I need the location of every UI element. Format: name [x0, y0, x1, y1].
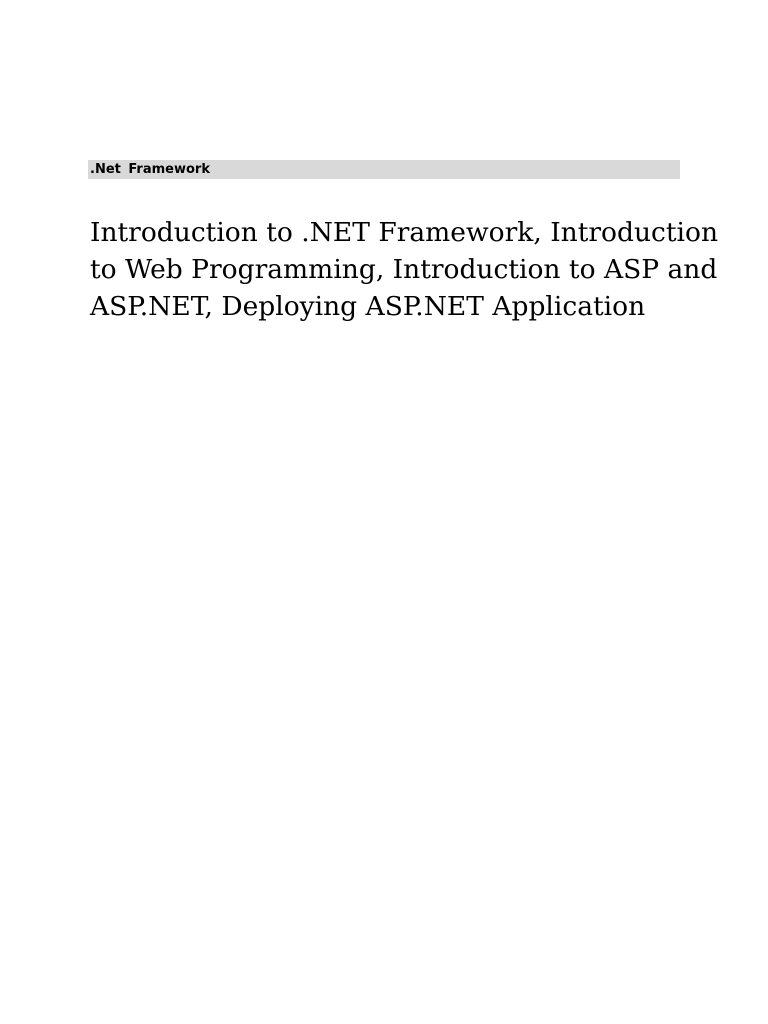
- chapter-title-line: to Web Programming, Introduction to ASP and: [90, 254, 718, 285]
- chapter-title-line: Introduction to .NET Framework, Introduction: [90, 217, 719, 248]
- chapter-title: [90, 214, 719, 325]
- chapter-title-line: ASP.NET, Deploying ASP.NET Application: [90, 291, 646, 322]
- section-header-label: .Net Framework: [90, 162, 210, 177]
- section-header-bar: [88, 160, 680, 179]
